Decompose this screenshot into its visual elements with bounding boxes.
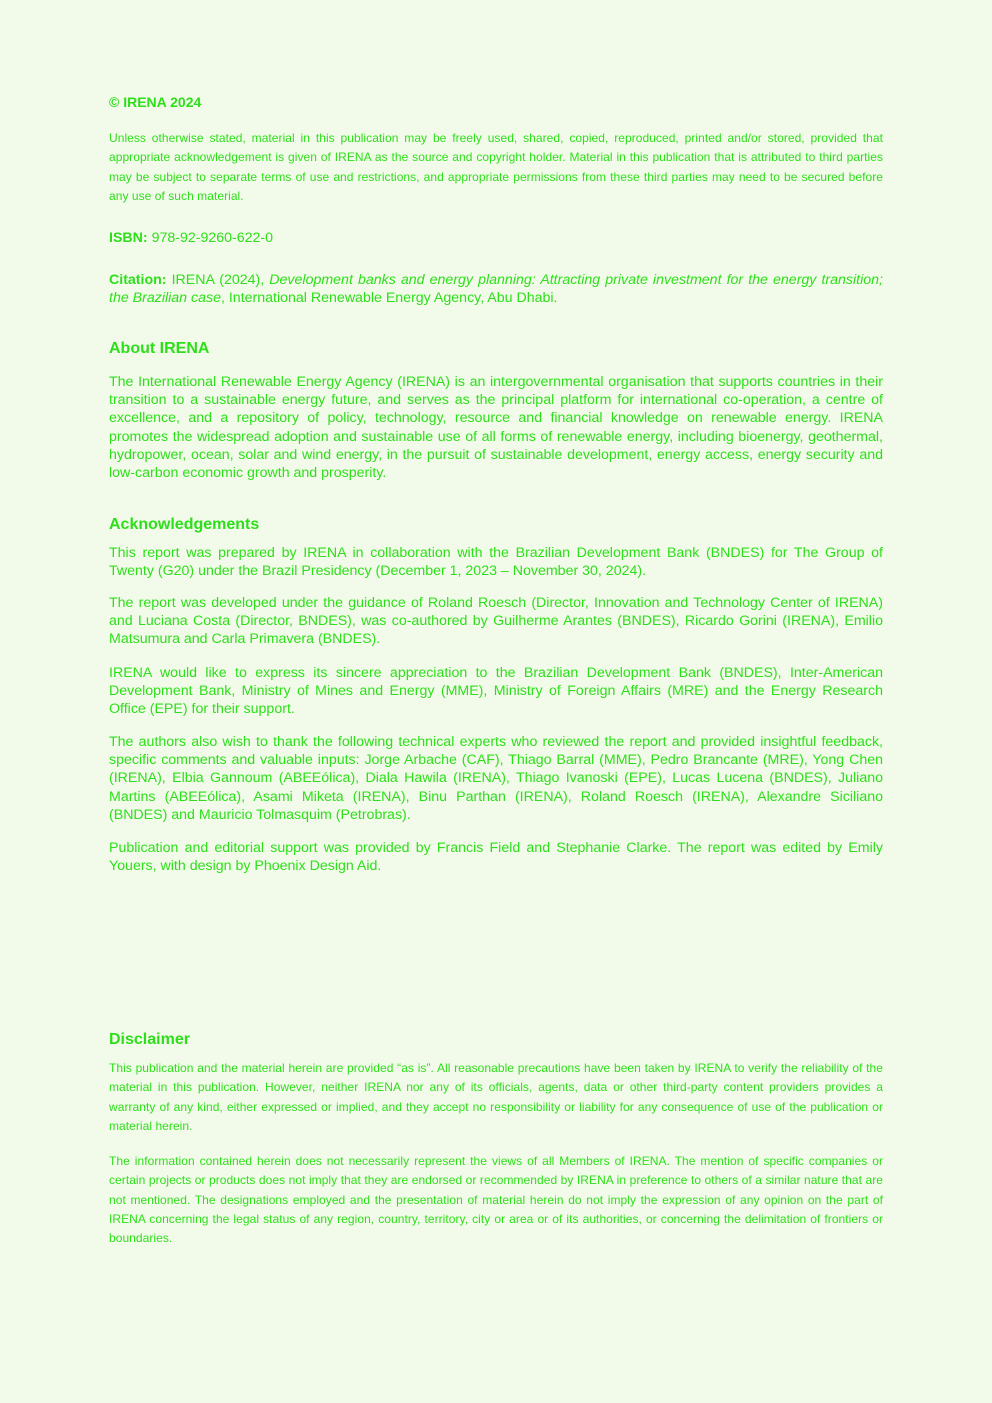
acknowledgements-heading: Acknowledgements: [109, 516, 260, 533]
isbn-line: [109, 229, 883, 247]
citation-paragraph: [109, 271, 883, 307]
about-heading: About IRENA: [109, 340, 210, 357]
citation-prefix: IRENA (2024),: [166, 272, 270, 288]
citation-label: Citation:: [109, 272, 167, 288]
copyright-notice: © IRENA 2024: [109, 94, 202, 110]
disclaimer-paragraph-1: This publication and the material herein are provided “as is”. All reasonable precautions have been taken by IRENA to verify the reliability of the material in this publication. However, neither IRENA nor any of its officials, agents, data or other third-party content providers provides a warranty of any kind, either expressed or implied, and they accept no responsibility or liability for any consequence of use of the publication or material herein.: [109, 1061, 883, 1133]
isbn-value: 978-92-9260-622-0: [147, 230, 274, 246]
about-paragraph: The International Renewable Energy Agency (IRENA) is an intergovernmental organisation that supports countries in their transition to a sustainable energy future, and serves as the principal platform for international co-operation, a centre of excellence, and a repository of policy, technology, resource and financial knowledge on renewable energy. IRENA promotes the widespread adoption and sustainable use of all forms of renewable energy, including bioenergy, geothermal, hydropower, ocean, solar and wind energy, in the pursuit of sustainable development, energy access, energy security and low-carbon economic growth and prosperity.: [109, 374, 883, 482]
ack-paragraph-4: The authors also wish to thank the following technical experts who reviewed the report and provided insightful feedback, specific comments and valuable inputs: Jorge Arbache (CAF), Thiago Barral (MME), Pedro Brancante (MRE), Yong Chen (IRENA), Elbia Gannoum (ABEEólica), Diala Hawila (IRENA), Thiago Ivanoski (EPE), Lucas Lucena (BNDES), Juliano Martins (ABEEólica), Asami Miketa (IRENA), Binu Parthan (IRENA), Roland Roesch (IRENA), Alexandre Siciliano (BNDES) and Mauricio Tolmasquim (Petrobras).: [109, 734, 883, 823]
ack-paragraph-1: This report was prepared by IRENA in collaboration with the Brazilian Development Bank (BNDES) for The Group of Twenty (G20) under the Brazil Presidency (December 1, 2023 – November 30, 2024).: [109, 545, 883, 580]
citation-suffix: , International Renewable Energy Agency, Abu Dhabi.: [220, 290, 558, 307]
ack-paragraph-3: IRENA would like to express its sincere appreciation to the Brazilian Development Bank (BNDES), Inter-American Development Bank, Ministry of Mines and Energy (MME), Ministry of Foreign Affairs (MRE) and the Energy Research Office (EPE) for their support.: [109, 665, 883, 718]
ack-paragraph-2: The report was developed under the guidance of Roland Roesch (Director, Innovation and Technology Center of IRENA) and Luciana Costa (Director, BNDES), was co-authored by Guilherme Arantes (BNDES), Ricardo Gorini (IRENA), Emilio Matsumura and Carla Primavera (BNDES).: [109, 595, 883, 648]
citation-title: Development banks and energy planning: Attracting private investment for the energy transition; the Brazilian case: [109, 272, 883, 307]
disclaimer-paragraph-2: The information contained herein does not necessarily represent the views of all Members of IRENA. The mention of specific companies or certain projects or products does not imply that they are endorsed or recommended by IRENA in preference to others of a similar nature that are not mentioned. The designations employed and the presentation of material herein do not imply the expression of any opinion on the part of IRENA concerning the legal status of any region, country, territory, city or area or of its authorities, or concerning the delimitation of frontiers or boundaries.: [109, 1154, 883, 1246]
rights-paragraph: Unless otherwise stated, material in this publication may be freely used, shared, copied, reproduced, printed and/or stored, provided that appropriate acknowledgement is given of IRENA as the source and copyright holder. Material in this publication that is attributed to third parties may be subject to separate terms of use and restrictions, and appropriate permissions from these third parties may need to be secured before any use of such material.: [109, 131, 883, 203]
ack-paragraph-5: Publication and editorial support was provided by Francis Field and Stephanie Clarke. The report was edited by Emily Youers, with design by Phoenix Design Aid.: [109, 840, 883, 875]
disclaimer-heading: Disclaimer: [109, 1031, 190, 1048]
isbn-label: ISBN:: [109, 230, 148, 246]
